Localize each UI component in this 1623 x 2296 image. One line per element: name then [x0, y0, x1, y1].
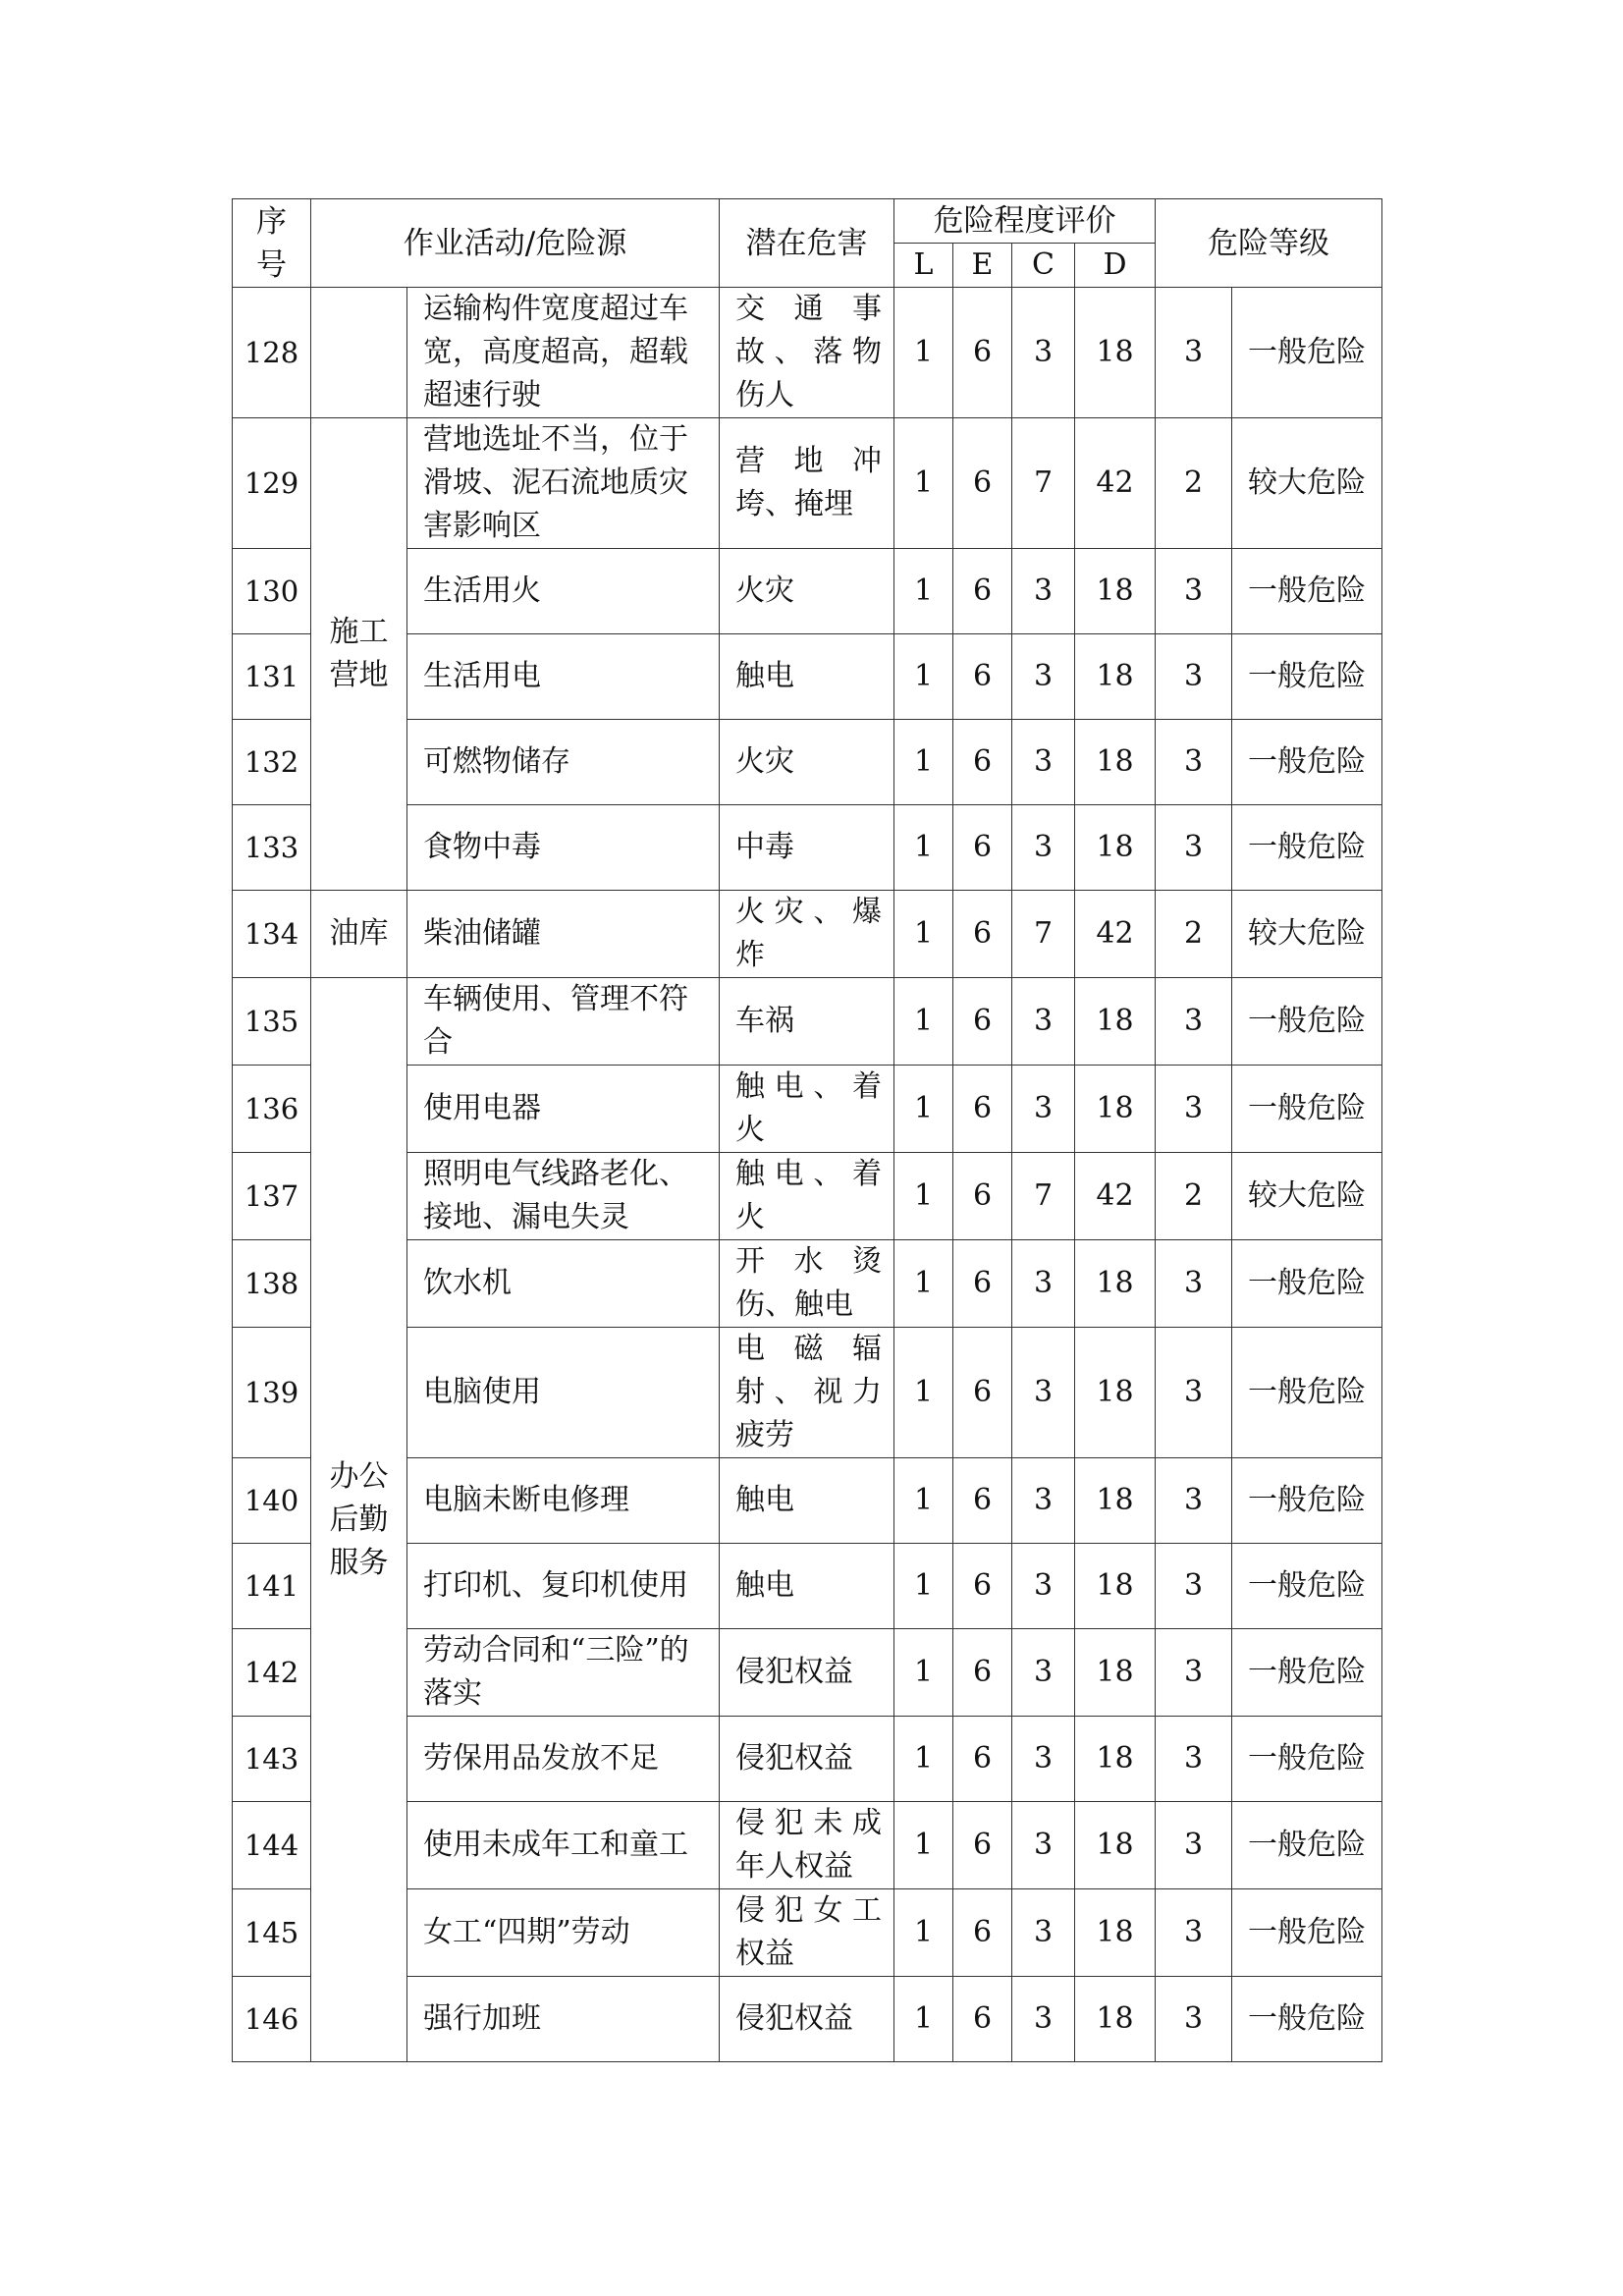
group-oil: 油库: [311, 891, 407, 978]
row-grade: 3: [1156, 1802, 1232, 1889]
row-L: 1: [894, 1544, 953, 1629]
row-C: 3: [1012, 1544, 1075, 1629]
row-C: 3: [1012, 1717, 1075, 1802]
row-activity: 运输构件宽度超过车宽，高度超高，超载超速行驶: [407, 288, 720, 418]
row-hazard: 火灾、爆炸: [720, 891, 894, 978]
row-activity: 营地选址不当，位于滑坡、泥石流地质灾害影响区: [407, 418, 720, 549]
row-no: 140: [233, 1458, 311, 1544]
row-hazard: 侵犯权益: [720, 1977, 894, 2062]
row-no: 136: [233, 1066, 311, 1153]
row-E: 6: [953, 1544, 1012, 1629]
row-no: 130: [233, 549, 311, 634]
row-L: 1: [894, 418, 953, 549]
row-C: 3: [1012, 1328, 1075, 1458]
row-L: 1: [894, 1889, 953, 1977]
row-D: 18: [1075, 634, 1156, 720]
row-D: 18: [1075, 1802, 1156, 1889]
header-seq: 序号: [233, 199, 311, 288]
row-hazard: 触电、着火: [720, 1066, 894, 1153]
row-hazard: 侵犯女工权益: [720, 1889, 894, 1977]
row-D: 18: [1075, 1889, 1156, 1977]
row-D: 18: [1075, 1240, 1156, 1328]
table-row: [233, 418, 1382, 549]
row-level: 一般危险: [1232, 978, 1382, 1066]
row-level: 较大危险: [1232, 418, 1382, 549]
header-evaluation: 危险程度评价: [894, 199, 1156, 244]
row-C: 3: [1012, 549, 1075, 634]
row-E: 6: [953, 720, 1012, 805]
row-E: 6: [953, 1629, 1012, 1717]
row-activity: 生活用火: [407, 549, 720, 634]
row-level: 一般危险: [1232, 805, 1382, 891]
row-grade: 3: [1156, 1544, 1232, 1629]
row-L: 1: [894, 978, 953, 1066]
row-hazard: 触电: [720, 1544, 894, 1629]
row-E: 6: [953, 978, 1012, 1066]
row-hazard: 中毒: [720, 805, 894, 891]
header-D: D: [1075, 244, 1156, 288]
row-no: 139: [233, 1328, 311, 1458]
row-no: 141: [233, 1544, 311, 1629]
row-activity: 使用未成年工和童工: [407, 1802, 720, 1889]
row-level: 一般危险: [1232, 634, 1382, 720]
row-C: 3: [1012, 634, 1075, 720]
row-L: 1: [894, 1717, 953, 1802]
row-no: 143: [233, 1717, 311, 1802]
header-C: C: [1012, 244, 1075, 288]
row-E: 6: [953, 1977, 1012, 2062]
row-D: 18: [1075, 1328, 1156, 1458]
row-L: 1: [894, 1328, 953, 1458]
row-no: 129: [233, 418, 311, 549]
row-grade: 2: [1156, 418, 1232, 549]
row-L: 1: [894, 1977, 953, 2062]
group-camp: 施工营地: [311, 418, 407, 891]
row-no: 138: [233, 1240, 311, 1328]
row-L: 1: [894, 1629, 953, 1717]
header-level: 危险等级: [1156, 199, 1382, 288]
row-level: 一般危险: [1232, 549, 1382, 634]
row-grade: 3: [1156, 1717, 1232, 1802]
row-C: 3: [1012, 1458, 1075, 1544]
row-grade: 2: [1156, 1153, 1232, 1240]
row-L: 1: [894, 805, 953, 891]
row-hazard: 侵犯权益: [720, 1629, 894, 1717]
row-activity: 饮水机: [407, 1240, 720, 1328]
row-grade: 3: [1156, 549, 1232, 634]
row-no: 142: [233, 1629, 311, 1717]
row-grade: 3: [1156, 1889, 1232, 1977]
row-grade: 3: [1156, 1240, 1232, 1328]
row-E: 6: [953, 1802, 1012, 1889]
row-activity: 柴油储罐: [407, 891, 720, 978]
row-C: 3: [1012, 1802, 1075, 1889]
row-grade: 3: [1156, 1066, 1232, 1153]
row-E: 6: [953, 1717, 1012, 1802]
row-grade: 3: [1156, 720, 1232, 805]
header-L: L: [894, 244, 953, 288]
row-hazard: 车祸: [720, 978, 894, 1066]
row-level: 一般危险: [1232, 1977, 1382, 2062]
row-E: 6: [953, 634, 1012, 720]
row-C: 3: [1012, 1240, 1075, 1328]
row-C: 3: [1012, 1629, 1075, 1717]
row-hazard: 火灾: [720, 720, 894, 805]
header-activity: 作业活动/危险源: [311, 199, 720, 288]
row-level: 一般危险: [1232, 1066, 1382, 1153]
table-row: [233, 891, 1382, 978]
row-E: 6: [953, 805, 1012, 891]
row-activity: 车辆使用、管理不符合: [407, 978, 720, 1066]
row-hazard: 侵犯未成年人权益: [720, 1802, 894, 1889]
row-D: 18: [1075, 1458, 1156, 1544]
row-no: 131: [233, 634, 311, 720]
row-activity: 电脑使用: [407, 1328, 720, 1458]
row-level: 一般危险: [1232, 1328, 1382, 1458]
row-hazard: 触电、着火: [720, 1153, 894, 1240]
row-D: 18: [1075, 978, 1156, 1066]
row-L: 1: [894, 1153, 953, 1240]
row-activity: 劳保用品发放不足: [407, 1717, 720, 1802]
row-level: 一般危险: [1232, 288, 1382, 418]
row-activity: 女工“四期”劳动: [407, 1889, 720, 1977]
row-activity: 电脑未断电修理: [407, 1458, 720, 1544]
row-activity: 打印机、复印机使用: [407, 1544, 720, 1629]
row-E: 6: [953, 418, 1012, 549]
row-D: 18: [1075, 1544, 1156, 1629]
row-activity: 强行加班: [407, 1977, 720, 2062]
row-no: 144: [233, 1802, 311, 1889]
row-C: 3: [1012, 978, 1075, 1066]
row-C: 7: [1012, 1153, 1075, 1240]
row-L: 1: [894, 1458, 953, 1544]
row-activity: 照明电气线路老化、接地、漏电失灵: [407, 1153, 720, 1240]
row-activity: 劳动合同和“三险”的落实: [407, 1629, 720, 1717]
row-D: 42: [1075, 891, 1156, 978]
header-hazard: 潜在危害: [720, 199, 894, 288]
row-grade: 2: [1156, 891, 1232, 978]
row-level: 较大危险: [1232, 891, 1382, 978]
row-activity: 可燃物储存: [407, 720, 720, 805]
row-D: 18: [1075, 1066, 1156, 1153]
row-D: 42: [1075, 418, 1156, 549]
risk-assessment-table: [232, 198, 1382, 2062]
row-D: 18: [1075, 288, 1156, 418]
row-C: 3: [1012, 1066, 1075, 1153]
row-C: 7: [1012, 891, 1075, 978]
row-level: 一般危险: [1232, 1889, 1382, 1977]
row-C: 3: [1012, 1977, 1075, 2062]
row-E: 6: [953, 891, 1012, 978]
row-D: 18: [1075, 1629, 1156, 1717]
row-no: 134: [233, 891, 311, 978]
row-grade: 3: [1156, 1977, 1232, 2062]
row-hazard: 触电: [720, 634, 894, 720]
row-L: 1: [894, 634, 953, 720]
row-no: 135: [233, 978, 311, 1066]
row-hazard: 侵犯权益: [720, 1717, 894, 1802]
row-grade: 3: [1156, 1458, 1232, 1544]
row-E: 6: [953, 549, 1012, 634]
row-L: 1: [894, 720, 953, 805]
row-hazard: 交通事故、落物伤人: [720, 288, 894, 418]
row-D: 18: [1075, 805, 1156, 891]
row-C: 7: [1012, 418, 1075, 549]
row-C: 3: [1012, 1889, 1075, 1977]
row-D: 18: [1075, 1977, 1156, 2062]
row-E: 6: [953, 1066, 1012, 1153]
row-E: 6: [953, 288, 1012, 418]
row-level: 较大危险: [1232, 1153, 1382, 1240]
row-hazard: 火灾: [720, 549, 894, 634]
row-L: 1: [894, 1240, 953, 1328]
row-L: 1: [894, 1066, 953, 1153]
row-level: 一般危险: [1232, 1717, 1382, 1802]
row-no: 128: [233, 288, 311, 418]
row-C: 3: [1012, 288, 1075, 418]
row-activity: 生活用电: [407, 634, 720, 720]
row-D: 18: [1075, 720, 1156, 805]
row-D: 18: [1075, 1717, 1156, 1802]
group-office: 办公后勤服务: [311, 978, 407, 2062]
row-D: 18: [1075, 549, 1156, 634]
row-C: 3: [1012, 720, 1075, 805]
row-grade: 3: [1156, 634, 1232, 720]
row-L: 1: [894, 891, 953, 978]
row-hazard: 电磁辐射、视力疲劳: [720, 1328, 894, 1458]
row-level: 一般危险: [1232, 1240, 1382, 1328]
row-no: 132: [233, 720, 311, 805]
table-row: [233, 288, 1382, 418]
row-level: 一般危险: [1232, 1544, 1382, 1629]
row-D: 42: [1075, 1153, 1156, 1240]
header-E: E: [953, 244, 1012, 288]
row-E: 6: [953, 1153, 1012, 1240]
row-no: 146: [233, 1977, 311, 2062]
row-hazard: 触电: [720, 1458, 894, 1544]
row-E: 6: [953, 1240, 1012, 1328]
table-row: [233, 978, 1382, 1066]
row-activity: 食物中毒: [407, 805, 720, 891]
row-no: 133: [233, 805, 311, 891]
row-grade: 3: [1156, 978, 1232, 1066]
group-cell-empty: [311, 288, 407, 418]
row-hazard: 开水烫伤、触电: [720, 1240, 894, 1328]
row-level: 一般危险: [1232, 1458, 1382, 1544]
row-grade: 3: [1156, 1328, 1232, 1458]
row-no: 137: [233, 1153, 311, 1240]
row-L: 1: [894, 1802, 953, 1889]
row-E: 6: [953, 1328, 1012, 1458]
row-hazard: 营地冲垮、掩埋: [720, 418, 894, 549]
row-L: 1: [894, 549, 953, 634]
row-level: 一般危险: [1232, 1629, 1382, 1717]
row-E: 6: [953, 1889, 1012, 1977]
row-L: 1: [894, 288, 953, 418]
row-C: 3: [1012, 805, 1075, 891]
row-level: 一般危险: [1232, 1802, 1382, 1889]
row-E: 6: [953, 1458, 1012, 1544]
row-grade: 3: [1156, 1629, 1232, 1717]
row-level: 一般危险: [1232, 720, 1382, 805]
row-activity: 使用电器: [407, 1066, 720, 1153]
row-grade: 3: [1156, 288, 1232, 418]
row-grade: 3: [1156, 805, 1232, 891]
row-no: 145: [233, 1889, 311, 1977]
